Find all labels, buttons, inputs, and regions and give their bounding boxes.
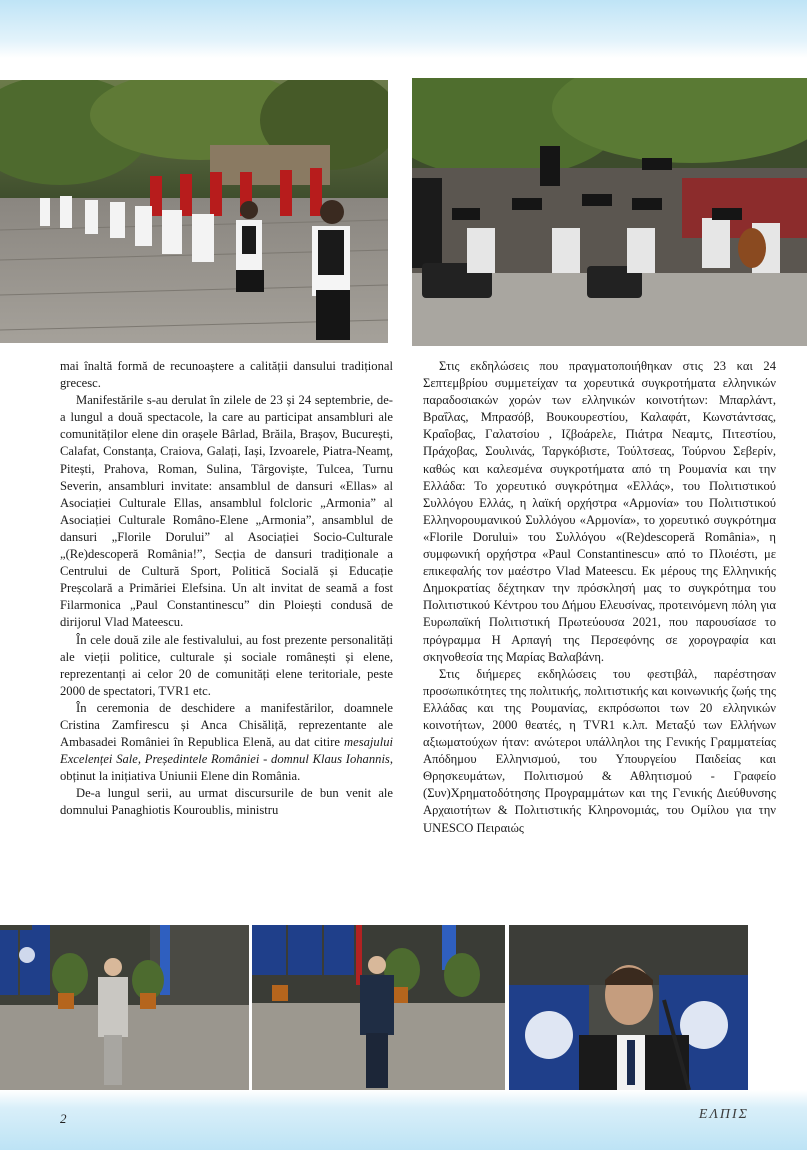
paragraph: Στις διήμερες εκδηλώσεις του φεστιβάλ, παρέστησαν προσωπικότητες της πολιτικής, πολιτιστικής και κοινωνικής ζωής της Ελλάδας και της Ρουμανίας, εκπρόσωποι των 20 ελληνικών κοινοτήτων, 2000 θεατές, η TVR1 κ.λπ. Μεταξύ των Ελλήνων αξιωματούχων ήταν: ανώτεροι υπάλληλοι της Γενικής Γραμματείας Απόδημου Ελληνισμού, του Υπουργείου Παιδείας και Θρησκευμάτων, Πολιτισμού & Αθλητισμού - Γραφείο (Συν)Χρηματοδότησης Προγραμμάτων και της Γενικής Διεύθυνσης Αρχαιοτήτων & Πολιτιστικής Κληρονομιάς, του Ομίλου για την UNESCO Πειραιώς [423,666,776,835]
speaker-podium-photo [0,925,249,1090]
paragraph-text: În ceremonia de deschidere a manifestărilor, doamnele Cristina Zamfirescu și Anca Chisăliță, reprezentante ale Ambasadei României în Republica Elenă, au dat citire [60,700,393,750]
bottom-decorative-band [0,1090,807,1150]
paragraph: Στις εκδηλώσεις που πραγματοποιήθηκαν στις 23 και 24 Σεπτεμβρίου συμμετείχαν τα χορευτικά συγκροτήματα ελληνικών παραδοσιακών χορών των ελληνικών κοινοτήτων: Μπαρλάντ, Βραΐλας, Μπρασόβ, Βουκουρεστίου, Καλαφάτ, Κωνστάντσας, Κραΐοβας, Γαλατσίου , Ιζβοάρελε, Πιάτρα Νεαμτς, Πιτεστίου, Πράχοβας, Σουλινάς, Ταργκόβιστε, Τούλτσεας, Τούρνου Σεβερίν, καθώς και καλεσμένα συγκροτήματα από τη Ρουμανία και την Ελλάδα: Το χορευτικό συγκρότημα «Ελλάς», του Πολιτιστικού Συλλόγου Ελλάς, η λαϊκή ορχήστρα «Αρμονία» του Πολιτιστικού Ελληνορουμανικού Συλλόγου «Αρμονία», το χορευτικό συγκρότημα «Florile Dorului» του Συλλόγου «(Re)descoperă România», η συμφωνική ορχήστρα «Paul Constantinescu» από το Πλοιέστι, με επικεφαλής τον μαέστρο Vlad Mateescu. Εκ μέρους της Ελληνικής Δημοκρατίας δέχτηκαν την πρόσκλησή μας το συγκρότημα του Πολιτιστικού Κέντρου του Δήμου Ελευσίνας, προτεινόμενη πόλη για Ευρωπαϊκή Πολιτιστική Πρωτεύουσα 2021, που παρουσίασε το πρόγραμμα Η Αρπαγή της Περσεφόνης σε χορογραφία και σκηνοθεσία της Μαρίας Βαλαβάνη. [423,359,776,664]
page-number: 2 [60,1111,67,1126]
paragraph: De-a lungul serii, au urmat discursurile de bun venit ale domnului Panaghiotis Kouroublis, ministru [60,786,393,818]
orchestra-stage-photo [412,78,807,346]
paragraph: În cele două zile ale festivalului, au fost prezente personalități ale vieții politice, culturale și sociale românești și elene, reprezentanți ai celor 20 de comunități elene teritoriale, peste 2000 de spectatori, TVR1 etc. [60,632,393,698]
greek-text-column [423,358,776,918]
paragraph: Manifestările s-au derulat în zilele de 23 și 24 septembrie, de-a lungul a două spectacole, la care au participat ansambluri ale comunităților elene din orașele Bârlad, Brăila, Brașov, București, Calafat, Constanța, Craiova, Galați, Iași, Izvoarele, Piatra-Neamț, Pitești, Prahova, Roman, Sulina, Târgoviște, Tulcea, Turnu Severin, ansambluri invitate: ansamblul de dansuri «Ellas» al Asociației Culturale Ellas, ansamblul folcloric „Armonia” al Asociației Culturale Româno-Elene „Armonia”, ansamblul de dansuri „Florile Dorului” al Asociației Socio-Culturale „(Re)descoperă România!”, Secția de dansuri tradiționale a Centrului de Cultură Sport, Politică Socială și Educație Preșcolară a Primăriei Elefsina. Un alt invitat de seamă a fost Filarmonica „Paul Constantinescu” din Ploiești condusă de dirijorul Vlad Mateescu. [60,393,393,630]
paragraph-text: , obținut la inițiativa Uniunii Elene din România. [60,752,393,784]
folk-dancers-photo [0,80,388,343]
romanian-text-column [60,358,393,918]
top-decorative-band [0,0,807,58]
paragraph: mai înaltă formă de recunoaștere a calității dansului tradițional grecesc. [60,359,393,391]
paragraph [60,700,393,785]
italic-quote: mesajului Excelenței Sale, Președintele României - domnul Klaus Iohannis [60,735,393,767]
speaker-standing-photo [252,925,505,1090]
magazine-name: ΕΛΠΙΣ [698,1107,749,1122]
speaker-microphone-photo [509,925,748,1090]
